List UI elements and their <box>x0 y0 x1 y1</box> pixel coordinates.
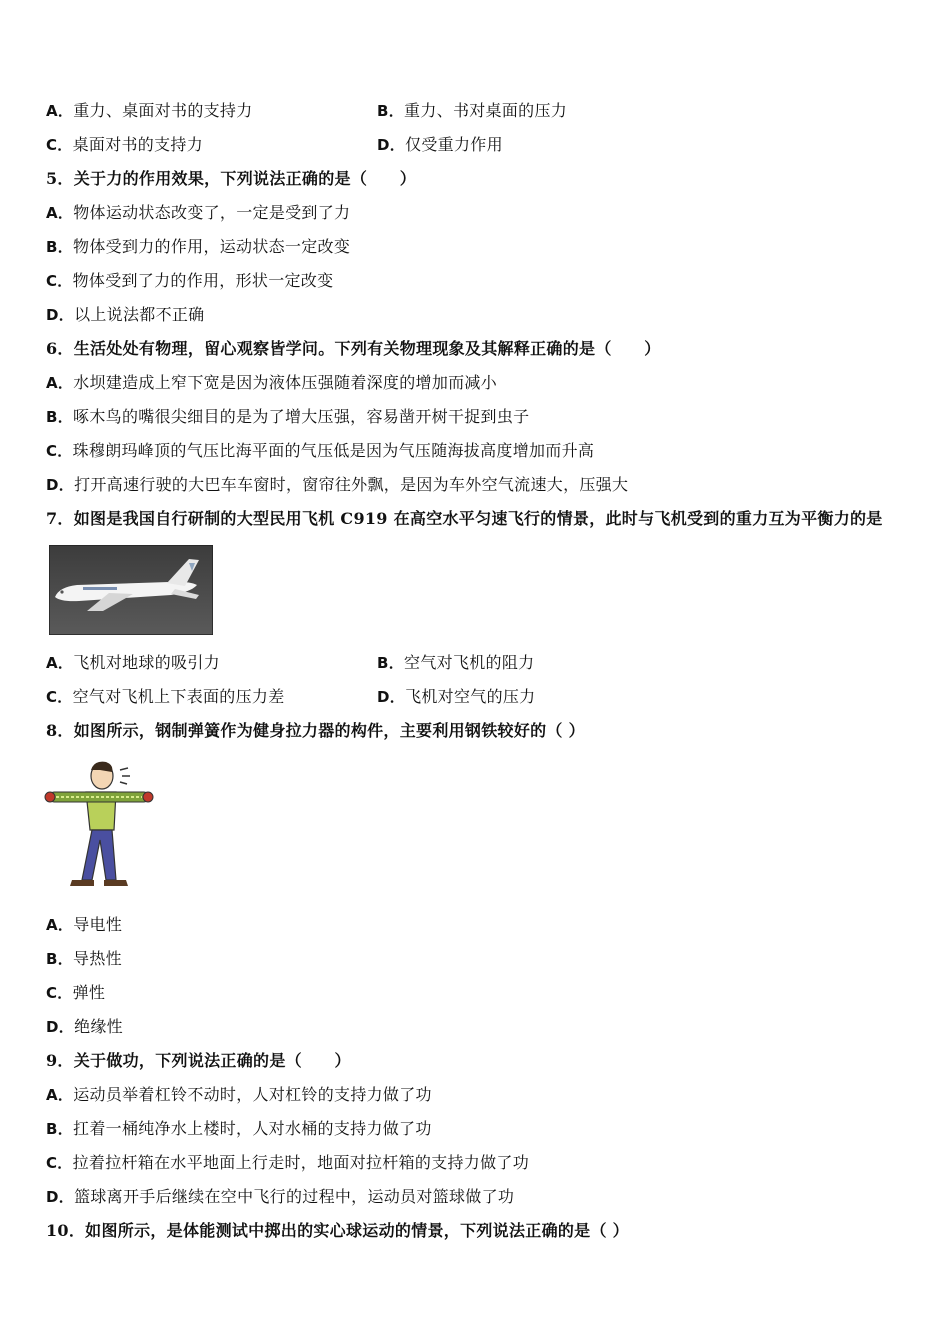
option-text: 重力、书对桌面的压力 <box>404 101 568 120</box>
option-text: 运动员举着杠铃不动时，人对杠铃的支持力做了功 <box>73 1085 432 1104</box>
option-label: A． <box>46 374 74 392</box>
option-text: 以上说法都不正确 <box>74 305 205 324</box>
option-text: 物体受到力的作用，运动状态一定改变 <box>73 237 351 256</box>
option-text: 篮球离开手后继续在空中飞行的过程中，运动员对篮球做了功 <box>74 1187 515 1206</box>
option-text: 空气对飞机的阻力 <box>404 653 535 672</box>
option-label: C． <box>46 984 73 1002</box>
q7-option-b <box>377 652 534 674</box>
option-text: 导热性 <box>73 949 122 968</box>
option-label: D． <box>46 306 75 324</box>
q8-option-b <box>46 948 122 970</box>
q10-stem: 10．如图所示，是体能测试中掷出的实心球运动的情景，下列说法正确的是（ ） <box>46 1221 629 1240</box>
option-label: D． <box>46 476 75 494</box>
q9-option-c <box>46 1152 529 1174</box>
option-label: C． <box>46 1154 73 1172</box>
q4-option-c <box>46 134 203 156</box>
option-label: B． <box>46 950 74 968</box>
q8-option-d <box>46 1016 123 1038</box>
option-label: A． <box>46 654 74 672</box>
option-label: C． <box>46 136 73 154</box>
q9-option-d <box>46 1186 514 1208</box>
q5-stem: 5．关于力的作用效果，下列说法正确的是（ ） <box>46 169 417 188</box>
option-text: 水坝建造成上窄下宽是因为液体压强随着深度的增加而减小 <box>73 373 498 392</box>
option-text: 珠穆朗玛峰顶的气压比海平面的气压低是因为气压随海拔高度增加而升高 <box>72 441 595 460</box>
option-label: B． <box>377 654 405 672</box>
q4-option-d <box>377 134 503 156</box>
q7-option-a <box>46 652 220 674</box>
airplane-figure <box>49 545 213 635</box>
option-text: 飞机对空气的压力 <box>405 687 536 706</box>
option-text: 仅受重力作用 <box>405 135 503 154</box>
option-label: B． <box>377 102 405 120</box>
option-label: C． <box>46 272 73 290</box>
option-label: B． <box>46 408 74 426</box>
option-label: A． <box>46 102 74 120</box>
q6-option-a <box>46 372 497 394</box>
q8-option-a <box>46 914 122 936</box>
q6-option-c <box>46 440 594 462</box>
option-text: 空气对飞机上下表面的压力差 <box>72 687 285 706</box>
option-label: B． <box>46 1120 74 1138</box>
option-label: A． <box>46 916 74 934</box>
q6-option-d <box>46 474 628 496</box>
option-text: 桌面对书的支持力 <box>72 135 204 154</box>
q5-option-b <box>46 236 350 258</box>
q5-option-a <box>46 202 350 224</box>
q7-option-d <box>377 686 535 708</box>
person-with-chest-expander-icon <box>45 762 153 886</box>
q4-option-a <box>46 100 253 122</box>
q8-stem: 8．如图所示，钢制弹簧作为健身拉力器的构件，主要利用钢铁较好的（ ） <box>46 721 585 740</box>
q4-option-b <box>377 100 567 122</box>
option-text: 弹性 <box>72 983 106 1002</box>
option-label: B． <box>46 238 74 256</box>
option-text: 扛着一桶纯净水上楼时，人对水桶的支持力做了功 <box>73 1119 432 1138</box>
exerciser-figure <box>42 756 154 896</box>
option-text: 拉着拉杆箱在水平地面上行走时，地面对拉杆箱的支持力做了功 <box>72 1153 530 1172</box>
option-text: 飞机对地球的吸引力 <box>73 653 220 672</box>
option-text: 物体受到了力的作用，形状一定改变 <box>72 271 334 290</box>
option-label: D． <box>46 1018 75 1036</box>
q7-option-c <box>46 686 285 708</box>
option-label: C． <box>46 442 73 460</box>
option-text: 啄木鸟的嘴很尖细目的是为了增大压强，容易凿开树干捉到虫子 <box>73 407 530 426</box>
q9-option-a <box>46 1084 432 1106</box>
option-text: 物体运动状态改变了，一定是受到了力 <box>73 203 351 222</box>
q5-option-c <box>46 270 333 292</box>
option-text: 绝缘性 <box>74 1017 123 1036</box>
q5-option-d <box>46 304 204 326</box>
option-label: A． <box>46 1086 74 1104</box>
option-label: A． <box>46 204 74 222</box>
option-text: 导电性 <box>73 915 123 934</box>
q7-stem: 7．如图是我国自行研制的大型民用飞机 C919 在高空水平匀速飞行的情景，此时与飞机受到的重力互为平衡力的是 <box>46 509 883 528</box>
option-label: D． <box>377 136 406 154</box>
option-text: 重力、桌面对书的支持力 <box>73 101 253 120</box>
option-text: 打开高速行驶的大巴车车窗时，窗帘往外飘，是因为车外空气流速大，压强大 <box>74 475 629 494</box>
option-label: D． <box>377 688 406 706</box>
q9-stem: 9．关于做功，下列说法正确的是（ ） <box>46 1051 351 1070</box>
q6-stem: 6．生活处处有物理，留心观察皆学问。下列有关物理现象及其解释正确的是（ ） <box>46 339 661 358</box>
q9-option-b <box>46 1118 432 1140</box>
q8-option-c <box>46 982 105 1004</box>
q6-option-b <box>46 406 529 428</box>
option-label: C． <box>46 688 73 706</box>
option-label: D． <box>46 1188 75 1206</box>
